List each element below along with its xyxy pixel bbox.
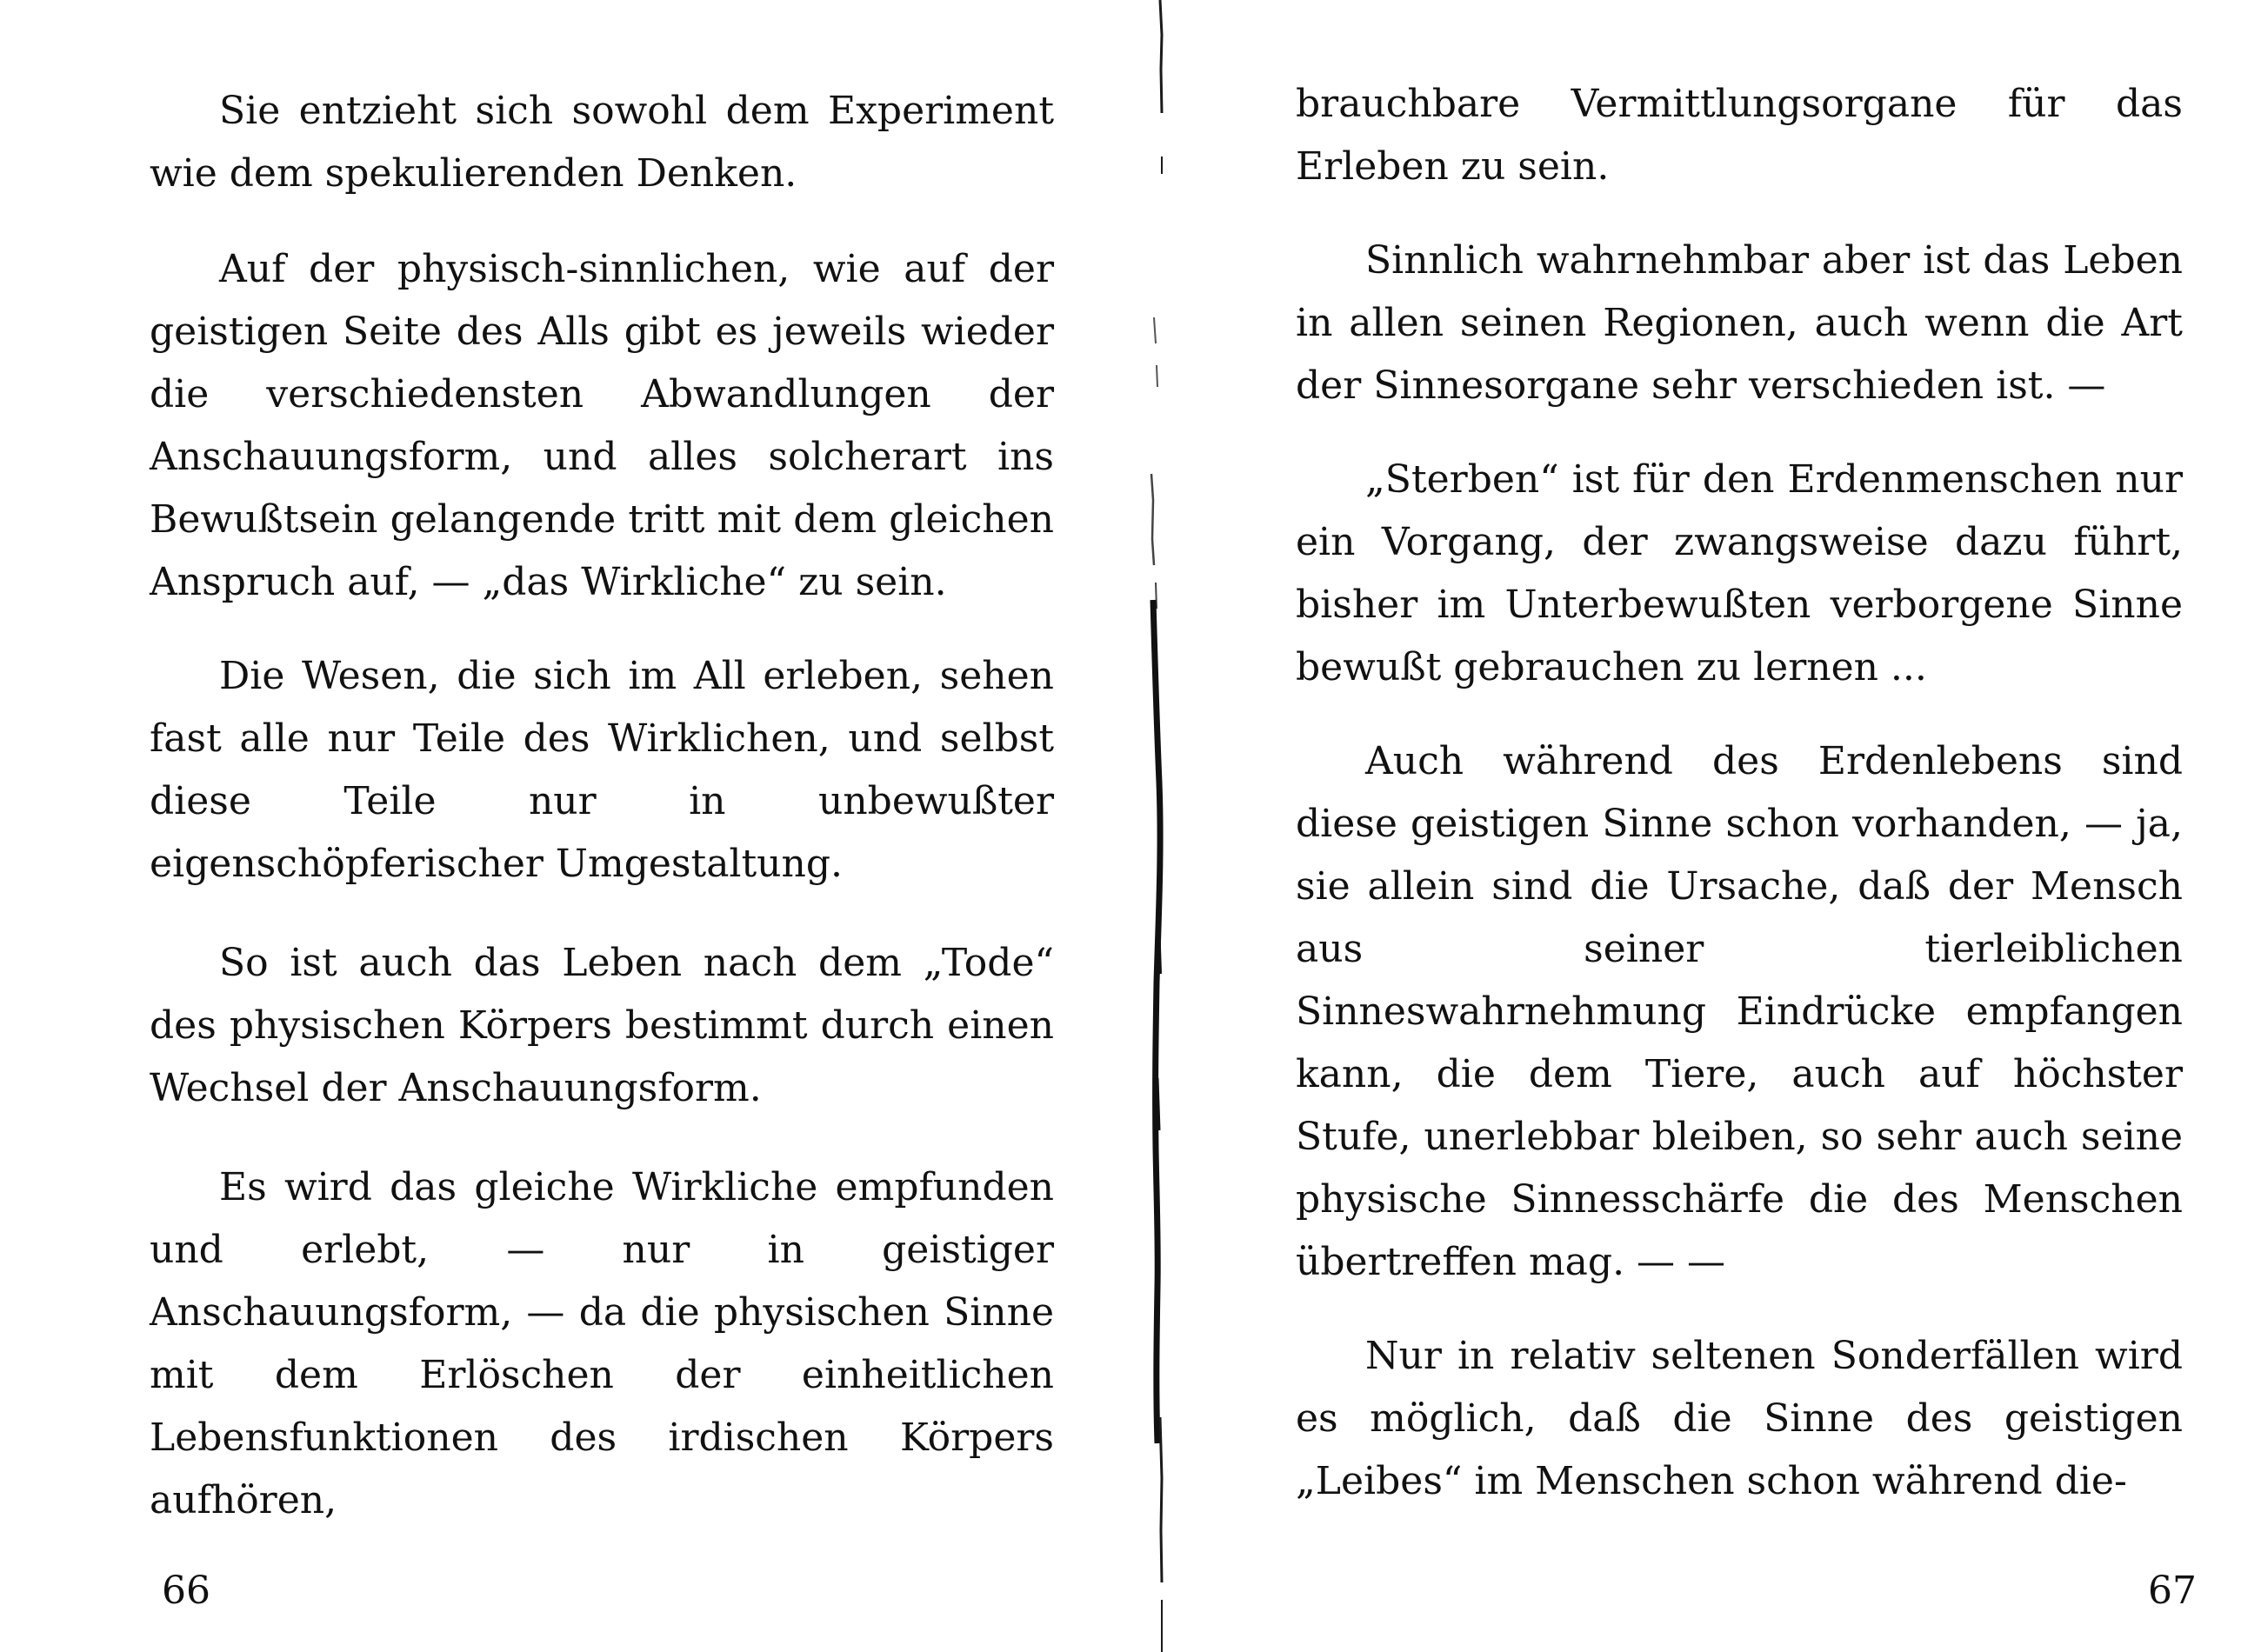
paragraph: Sie entzieht sich sowohl dem Experiment wie dem spekulierenden Denken.	[150, 89, 1054, 196]
paragraph: Auf der physisch-sinnlichen, wie auf der geistigen Seite des Alls gibt es jeweils wieder die verschiedensten Abwandlungen der Anschauungsform, und alles solcherart ins Bewußtsein gelangende tritt mit dem gleichen Anspruch auf, — „das Wirkliche“ zu sein.	[150, 247, 1054, 604]
paragraph: Auch während des Erdenlebens sind diese geistigen Sinne schon vorhanden, — ja, sie allein sind die Ursache, daß der Mensch aus seiner tierleiblichen Sinneswahrnehmung Eindrücke empfangen kann, die dem Tiere, auch auf höchster Stufe, unerlebbar bleiben, so sehr auch seine physische Sinnesschärfe die des Menschen übertreffen mag. — —	[1296, 739, 2183, 1284]
left-page-text	[150, 80, 1054, 1563]
page-number-left: 66	[162, 1569, 210, 1613]
paragraph: So ist auch das Leben nach dem „Tode“ des physischen Körpers bestimmt durch einen Wechsel der Anschauungsform.	[150, 941, 1054, 1110]
right-page-text	[1296, 73, 2183, 1544]
left-page	[0, 0, 1130, 1652]
paragraph: Nur in relativ seltenen Sonderfällen wird es möglich, daß die Sinne des geistigen „Leibes“ im Menschen schon während die-	[1296, 1334, 2183, 1503]
page-number-right: 67	[2148, 1569, 2197, 1613]
paragraph: brauchbare Vermittlungsorgane für das Erleben zu sein.	[1296, 82, 2183, 189]
right-page	[1130, 0, 2261, 1652]
paragraph: Die Wesen, die sich im All erleben, sehen fast alle nur Teile des Wirklichen, und selbst diese Teile nur in unbewußter eigenschöpferischer Umgestaltung.	[150, 654, 1054, 886]
paragraph: Sinnlich wahrnehmbar aber ist das Leben in allen seinen Regionen, auch wenn die Art der Sinnesorgane sehr verschieden ist. —	[1296, 238, 2183, 408]
paragraph: „Sterben“ ist für den Erdenmenschen nur ein Vorgang, der zwangsweise dazu führt, bisher im Unterbewußten verborgene Sinne bewußt gebrauchen zu lernen ...	[1296, 457, 2183, 689]
paragraph: Es wird das gleiche Wirkliche empfunden und erlebt, — nur in geistiger Anschauungsform, — da die physischen Sinne mit dem Erlöschen der einheitlichen Lebensfunktionen des irdischen Körpers aufhören,	[150, 1165, 1054, 1522]
